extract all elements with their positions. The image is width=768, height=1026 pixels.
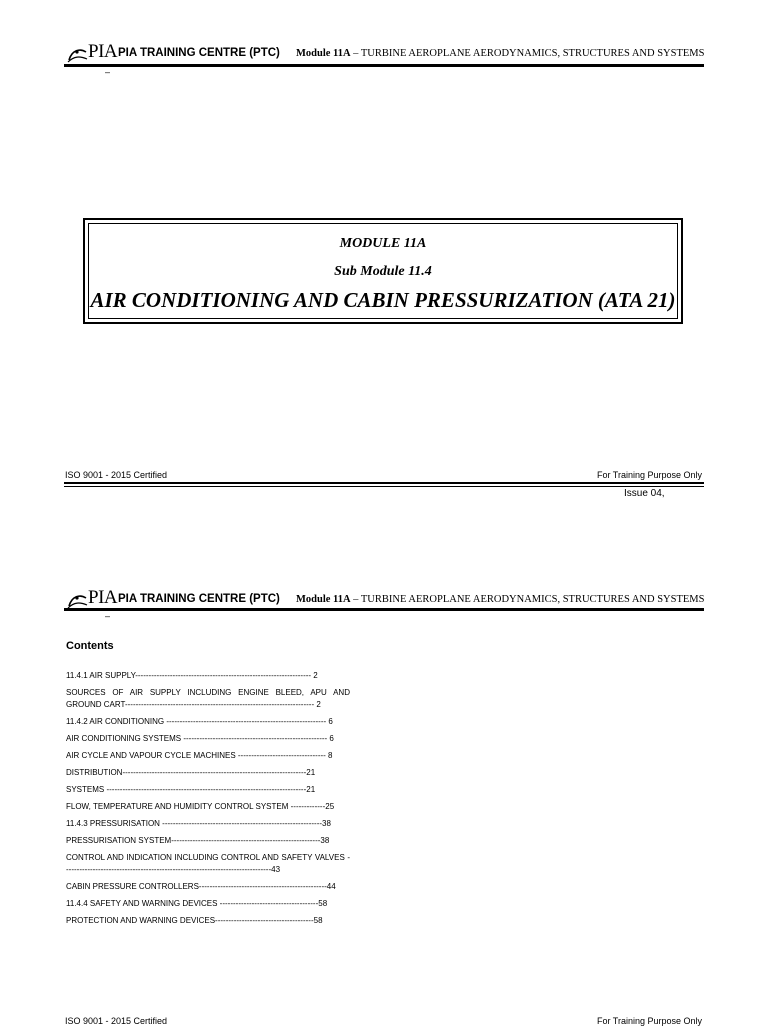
title-box-inner xyxy=(88,223,678,319)
sub-module-label: Sub Module 11.4 xyxy=(334,264,432,279)
toc-entry[interactable]: DISTRIBUTION---------------------------------------------------------------------21 xyxy=(66,768,316,777)
toc-entry[interactable]: CABIN PRESSURE CONTROLLERS------------------------------------------------44 xyxy=(66,882,336,891)
pia-logo xyxy=(66,41,118,66)
crescent-star-icon xyxy=(66,46,88,64)
toc-entry[interactable]: 11.4.1 AIR SUPPLY------------------------------------------------------------------ 2 xyxy=(66,671,318,680)
logo-text: PIA xyxy=(88,41,118,62)
contents-heading: Contents xyxy=(66,640,114,652)
iso-certification: ISO 9001 - 2015 Certified xyxy=(65,470,168,480)
header-rule xyxy=(64,608,704,611)
footer-rule xyxy=(64,482,704,484)
toc-entry[interactable]: PROTECTION AND WARNING DEVICES-------------------------------------58 xyxy=(66,916,323,925)
toc-entry[interactable]: SYSTEMS ---------------------------------------------------------------------------21 xyxy=(66,785,316,794)
document-title: AIR CONDITIONING AND CABIN PRESSURIZATION (ATA 21) xyxy=(90,288,676,312)
iso-certification: ISO 9001 - 2015 Certified xyxy=(65,1016,168,1026)
toc-entry[interactable]: AIR CONDITIONING SYSTEMS ------------------------------------------------------ 6 xyxy=(66,734,334,743)
title-box xyxy=(83,218,683,324)
toc-entry[interactable]: CONTROL AND INDICATION INCLUDING CONTROL AND SAFETY VALVES ------------------------------------------------------------------------------43 xyxy=(66,853,350,874)
issue-number: Issue 04, xyxy=(624,488,665,499)
header-rule xyxy=(64,64,704,67)
module-title: Module 11A – TURBINE AEROPLANE AERODYNAMICS, STRUCTURES AND SYSTEMS xyxy=(296,48,705,59)
toc-entry[interactable]: AIR CYCLE AND VAPOUR CYCLE MACHINES --------------------------------- 8 xyxy=(66,751,333,760)
toc-entry[interactable]: 11.4.4 SAFETY AND WARNING DEVICES -------------------------------------58 xyxy=(66,899,328,908)
logo-text: PIA xyxy=(88,587,118,608)
training-centre-name: PIA TRAINING CENTRE (PTC) xyxy=(118,47,280,59)
table-of-contents xyxy=(66,670,350,932)
toc-entry[interactable]: PRESSURISATION SYSTEM--------------------------------------------------------38 xyxy=(66,836,330,845)
toc-entry[interactable]: SOURCES OF AIR SUPPLY INCLUDING ENGINE BLEED, APU AND GROUND CART----------------------------------------------------------------------- 2 xyxy=(66,688,350,709)
header-dash: – xyxy=(105,67,111,77)
training-purpose-note: For Training Purpose Only xyxy=(596,1016,702,1026)
module-label: MODULE 11A xyxy=(339,236,427,251)
training-purpose-note: For Training Purpose Only xyxy=(596,470,702,480)
toc-entry[interactable]: 11.4.2 AIR CONDITIONING ------------------------------------------------------------ 6 xyxy=(66,717,333,726)
toc-entry[interactable]: FLOW, TEMPERATURE AND HUMIDITY CONTROL SYSTEM -------------25 xyxy=(66,802,335,811)
footer-rule-thin xyxy=(64,486,704,487)
header-dash: – xyxy=(105,611,111,621)
module-title: Module 11A – TURBINE AEROPLANE AERODYNAMICS, STRUCTURES AND SYSTEMS xyxy=(296,594,705,605)
toc-entry[interactable]: 11.4.3 PRESSURISATION ------------------------------------------------------------38 xyxy=(66,819,331,828)
training-centre-name: PIA TRAINING CENTRE (PTC) xyxy=(118,593,280,605)
